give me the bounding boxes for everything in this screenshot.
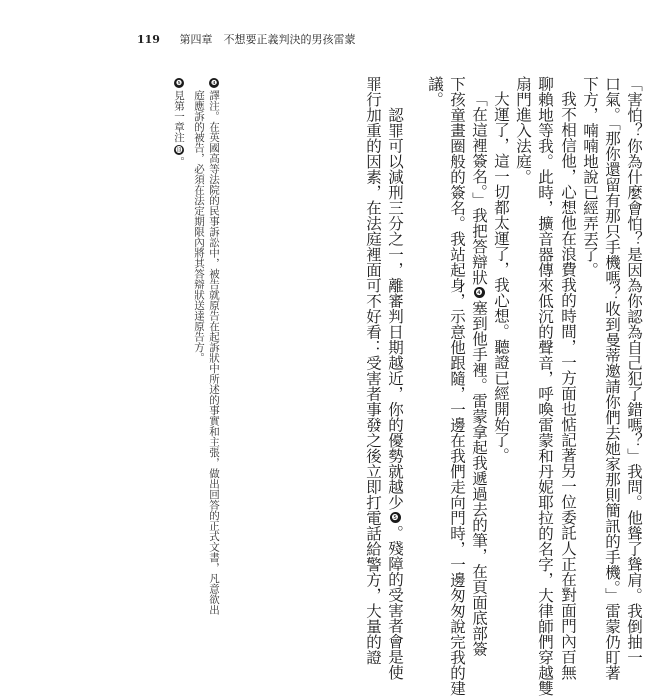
text-column xyxy=(386,76,404,680)
running-header xyxy=(137,31,355,47)
page-number: 119 xyxy=(137,33,160,46)
footnote-5-line xyxy=(172,76,185,456)
text-column: 下孩童畫圈般的簽名。我站起身，示意他跟隨，一邊在我們走向門時，一邊匆匆說完我的建 xyxy=(448,76,466,696)
text-column: 我不相信他，心想他在浪費我的時間，一方面也惦記著另一位委託人正在對面門內百無 xyxy=(559,91,577,680)
text-column: 扇門進入法庭。 xyxy=(514,76,532,185)
footnote-5-text: 見第一章注 xyxy=(173,90,185,143)
text-column: 下方，喃喃地說已經弄丟了。 xyxy=(581,76,599,278)
text-fragment: 。殘障的受害者會是使 xyxy=(386,525,404,680)
text-column xyxy=(470,76,488,657)
text-column: 「害怕？你為什麼會怕？是因為你認為自己犯了錯嗎？」我問。他聳了聳肩。我倒抽一 xyxy=(625,76,643,665)
text-column: 大運了，這一切都太運了，我心想。聽證已經開始了。 xyxy=(492,91,510,463)
footnote-4-continuation: 庭應訴的被告，必須在法定期限內將其答辯狀送達原告方。 xyxy=(193,90,205,363)
footnote-4-line xyxy=(207,76,220,615)
footnote-5-reference: ⓭ xyxy=(175,145,183,154)
footnote-5-end: 。 xyxy=(173,156,185,167)
text-fragment: 「在這裡簽名。」我把答辯狀 xyxy=(470,91,488,285)
text-column: 議。 xyxy=(426,76,444,107)
text-column: 口氣。「那你還留有那只手機嗎？收到曼蒂邀請你們去她家那則簡訊的手機。」雷蒙仍盯著 xyxy=(603,76,621,681)
footnote-4-text: 譯注。在英國高等法院的民事訴訟中，被告就原告在起訴狀中所述的事實和主張，做出回答的正式文書，凡意欲出 xyxy=(208,90,220,615)
footnote-marker-5: ❺ xyxy=(391,513,399,522)
text-fragment: 認罪可以減刑三分之一，離審判日期越近，你的優勢就越少 xyxy=(386,107,404,510)
text-fragment: 塞到他手裡。雷蒙拿起我遞過去的筆，在頁面底部簽 xyxy=(470,299,488,657)
footnote-4-marker: ❹ xyxy=(210,79,218,87)
chapter-title: 第四章 不想要正義判決的男孩雷蒙 xyxy=(179,33,356,46)
text-column: 聊賴地等我。此時，擴音器傳來低沉的聲音，呼喚雷蒙和丹妮耶拉的名字，大律師們穿越雙 xyxy=(536,76,554,696)
footnote-marker-4: ❹ xyxy=(475,287,483,297)
footnote-5-marker: ❺ xyxy=(175,79,183,87)
text-column: 罪行加重的因素，在法庭裡面可不好看：受害者事發之後立即打電話給警方，大量的證 xyxy=(364,76,382,665)
